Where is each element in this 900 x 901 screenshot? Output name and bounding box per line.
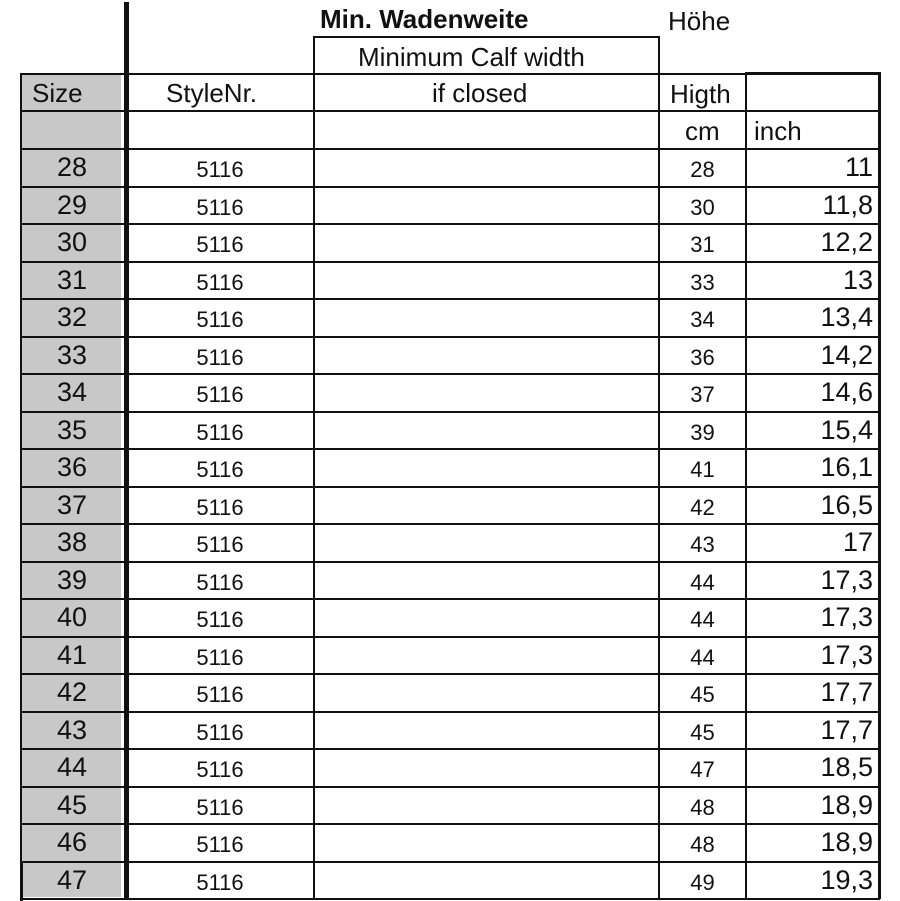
height-cm-cell: 37 — [690, 382, 715, 407]
row-line — [20, 298, 880, 300]
table-row — [0, 262, 900, 300]
height-cm-cell: 43 — [690, 532, 715, 557]
table-row — [0, 562, 900, 600]
height-inch-cell: 17,3 — [820, 639, 873, 670]
height-cm-cell: 42 — [690, 494, 715, 520]
height-cm-cell: 36 — [690, 344, 715, 370]
height-cm-cell: 49 — [690, 869, 715, 895]
row-line — [20, 148, 880, 150]
size-cell: 42 — [56, 677, 88, 707]
style-number-cell: 5116 — [196, 607, 244, 632]
size-cell: 46 — [56, 827, 88, 857]
table-row — [0, 487, 900, 525]
height-inch-cell: 17,3 — [820, 564, 873, 595]
style-number-cell: 5116 — [196, 457, 244, 482]
row-line — [20, 523, 880, 525]
row-line — [20, 673, 880, 675]
height-inch-cell: 17,7 — [820, 714, 873, 745]
style-number-cell: 5116 — [196, 832, 244, 857]
table-row — [0, 337, 900, 375]
header-height-de: Höhe — [668, 6, 731, 36]
height-cm-cell: 34 — [690, 307, 715, 332]
row-line — [20, 261, 880, 263]
table-row — [0, 749, 900, 787]
header-style-label: StyleNr. — [166, 78, 258, 108]
height-cm-cell: 45 — [690, 719, 715, 745]
row-line — [20, 411, 880, 413]
grid-line — [20, 110, 880, 112]
table-row — [0, 787, 900, 825]
height-cm-cell: 44 — [690, 607, 715, 632]
row-line — [20, 598, 880, 600]
table-row — [0, 299, 900, 337]
size-cell: 38 — [56, 527, 88, 557]
header-title-de: Min. Wadenweite — [320, 4, 529, 34]
height-inch-cell: 17 — [842, 527, 873, 557]
style-number-cell: 5116 — [196, 757, 244, 782]
header-unit-inch: inch — [754, 116, 802, 146]
height-inch-cell: 18,9 — [820, 789, 873, 820]
height-cm-cell: 45 — [690, 682, 715, 707]
height-inch-cell: 14,2 — [820, 339, 873, 370]
height-cm-cell: 47 — [690, 757, 715, 782]
size-cell: 32 — [56, 302, 88, 332]
height-inch-cell: 17,3 — [820, 602, 873, 632]
size-cell: 31 — [56, 264, 88, 295]
table-row — [0, 449, 900, 487]
row-line — [20, 448, 880, 450]
table-row — [0, 412, 900, 450]
size-cell: 29 — [56, 189, 88, 220]
style-number-cell: 5116 — [196, 419, 244, 445]
row-line — [20, 823, 880, 825]
table-row — [0, 187, 900, 225]
style-number-cell: 5116 — [196, 194, 244, 220]
row-line — [20, 748, 880, 750]
size-cell: 33 — [56, 339, 88, 370]
height-inch-cell: 16,1 — [820, 452, 873, 482]
header-title-suffix: if closed — [432, 78, 528, 108]
height-inch-cell: 11 — [844, 152, 873, 182]
height-inch-cell: 16,5 — [820, 489, 873, 520]
style-number-cell: 5116 — [196, 494, 244, 520]
style-number-cell: 5116 — [196, 157, 244, 182]
size-cell: 41 — [56, 639, 88, 670]
table-row — [0, 712, 900, 750]
size-cell: 35 — [56, 414, 88, 445]
size-cell: 30 — [56, 227, 88, 257]
row-line — [20, 336, 880, 338]
height-cm-cell: 44 — [690, 569, 715, 595]
table-row — [0, 224, 900, 262]
grid-line — [313, 36, 315, 899]
height-inch-cell: 18,5 — [820, 752, 873, 782]
header-unit-cm: cm — [685, 116, 720, 146]
style-number-cell: 5116 — [196, 269, 244, 295]
height-cm-cell: 41 — [690, 457, 715, 482]
height-inch-cell: 15,4 — [820, 414, 873, 445]
height-cm-cell: 30 — [690, 194, 715, 220]
table-row — [0, 637, 900, 675]
size-cell: 37 — [56, 489, 88, 520]
row-line — [20, 186, 880, 188]
height-cm-cell: 48 — [690, 832, 715, 857]
row-line — [20, 561, 880, 563]
height-inch-cell: 19,3 — [820, 864, 873, 895]
size-cell: 34 — [56, 377, 88, 407]
grid-line — [658, 36, 660, 899]
table-row — [0, 862, 900, 900]
style-number-cell: 5116 — [196, 682, 244, 707]
height-inch-cell: 14,6 — [820, 377, 873, 407]
style-number-cell: 5116 — [196, 644, 244, 670]
style-number-cell: 5116 — [196, 794, 244, 820]
row-line — [20, 636, 880, 638]
row-line — [20, 373, 880, 375]
table-row — [0, 674, 900, 712]
style-number-cell: 5116 — [196, 532, 244, 557]
height-inch-cell: 17,7 — [820, 677, 873, 707]
table-row — [0, 149, 900, 187]
size-cell: 39 — [56, 564, 88, 595]
last-row-frame — [20, 861, 23, 901]
size-cell: 44 — [56, 752, 88, 782]
style-number-cell: 5116 — [196, 344, 244, 370]
grid-line — [313, 36, 659, 38]
row-line — [20, 486, 880, 488]
row-line — [20, 223, 880, 225]
header-title-en: Minimum Calf width — [358, 42, 585, 72]
size-cell: 36 — [56, 452, 88, 482]
table-row — [0, 524, 900, 562]
style-number-cell: 5116 — [196, 307, 244, 332]
height-inch-cell: 11,8 — [822, 189, 873, 220]
height-cm-cell: 33 — [690, 269, 715, 295]
height-inch-cell: 13 — [842, 264, 873, 295]
height-cm-cell: 31 — [690, 232, 715, 257]
grid-line — [745, 72, 880, 75]
height-inch-cell: 12,2 — [820, 227, 873, 257]
size-cell: 43 — [56, 714, 88, 745]
row-line — [20, 711, 880, 713]
header-size-label: Size — [32, 78, 83, 108]
size-cell: 40 — [56, 602, 88, 632]
style-number-cell: 5116 — [196, 232, 244, 257]
height-inch-cell: 18,9 — [820, 827, 873, 857]
header-height-en: Higth — [670, 79, 731, 109]
height-cm-cell: 28 — [690, 157, 715, 182]
table-row — [0, 824, 900, 862]
size-cell: 47 — [56, 864, 88, 895]
style-number-cell: 5116 — [196, 569, 244, 595]
style-number-cell: 5116 — [196, 382, 244, 407]
height-cm-cell: 48 — [690, 794, 715, 820]
height-inch-cell: 13,4 — [820, 302, 873, 332]
size-cell: 28 — [56, 152, 88, 182]
table-row — [0, 599, 900, 637]
table-row — [0, 374, 900, 412]
style-number-cell: 5116 — [196, 719, 244, 745]
height-cm-cell: 39 — [690, 419, 715, 445]
style-number-cell: 5116 — [196, 869, 244, 895]
size-column-divider — [124, 2, 129, 899]
size-cell: 45 — [56, 789, 88, 820]
height-cm-cell: 44 — [690, 644, 715, 670]
row-line — [20, 861, 880, 863]
row-line — [20, 786, 880, 788]
